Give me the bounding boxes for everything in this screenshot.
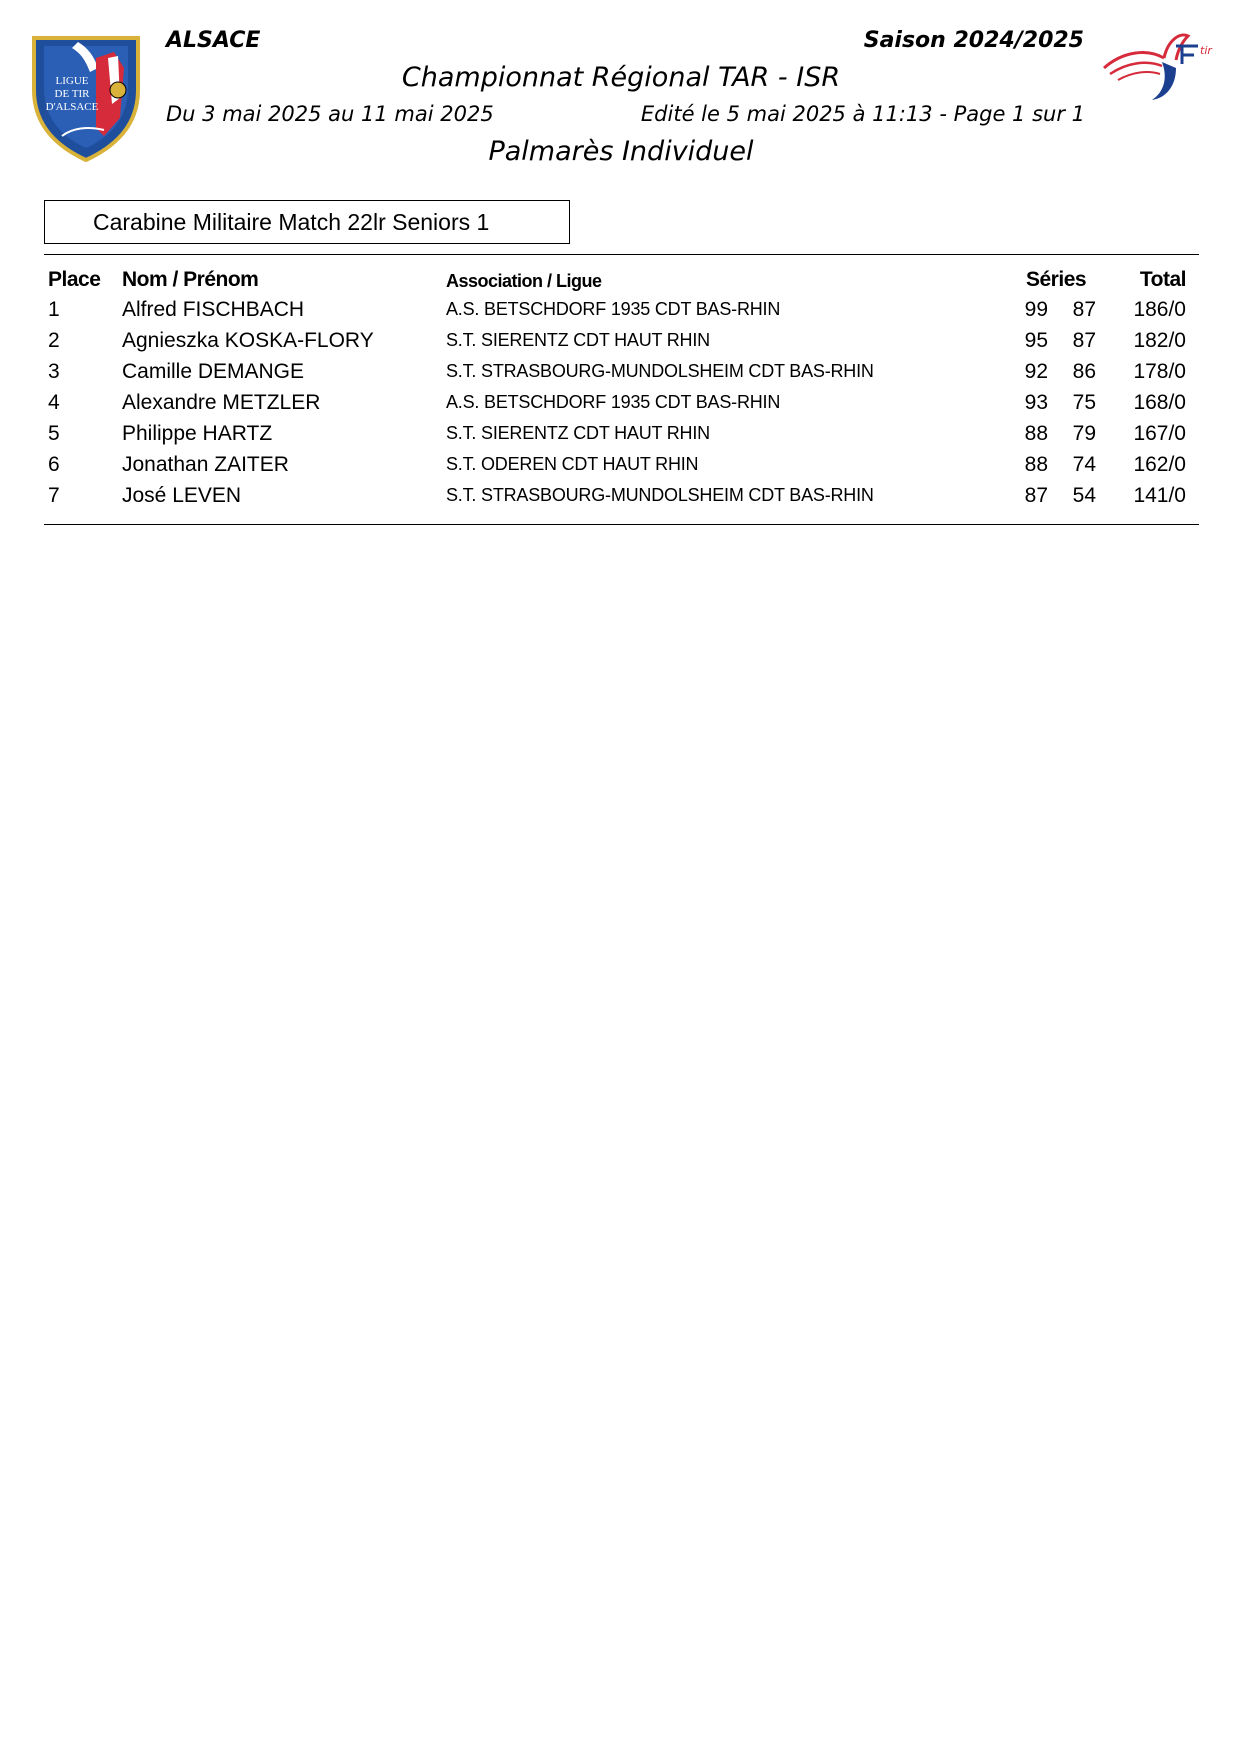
date-range: Du 3 mai 2025 au 11 mai 2025: [166, 102, 494, 126]
logo-line-1: LIGUE: [55, 75, 89, 87]
edition-info: Edité le 5 mai 2025 à 11:13 - Page 1 sur 1: [640, 102, 1085, 126]
row-association: A.S. BETSCHDORF 1935 CDT BAS-RHIN: [446, 392, 781, 412]
row-total: 178/0: [1133, 360, 1186, 383]
row-name: Camille DEMANGE: [122, 360, 305, 383]
table-row: [0, 391, 1242, 422]
table-bottom-rule: [44, 524, 1199, 525]
row-association: S.T. STRASBOURG-MUNDOLSHEIM CDT BAS-RHIN: [446, 485, 874, 505]
row-place: 4: [48, 391, 60, 414]
row-name: José LEVEN: [122, 484, 242, 507]
row-total: 162/0: [1133, 453, 1186, 476]
row-association: S.T. SIERENTZ CDT HAUT RHIN: [446, 330, 710, 350]
logo-line-2: DE TIR: [54, 88, 90, 100]
row-total: 182/0: [1133, 329, 1186, 352]
row-name: Alexandre METZLER: [122, 391, 321, 414]
row-series-1: 92: [1024, 360, 1048, 383]
row-series-2: 87: [1072, 329, 1096, 352]
logo-line-3: D'ALSACE: [45, 101, 99, 113]
row-series-1: 87: [1024, 484, 1048, 507]
category-box: Carabine Militaire Match 22lr Seniors 1: [44, 200, 570, 244]
row-place: 6: [48, 453, 60, 476]
col-association: Association / Ligue: [446, 271, 602, 291]
row-place: 2: [48, 329, 60, 352]
row-series-1: 88: [1024, 422, 1048, 445]
fftir-text: tir: [1200, 44, 1212, 57]
table-row: [0, 298, 1242, 329]
col-place: Place: [48, 268, 101, 291]
row-name: Philippe HARTZ: [122, 422, 273, 445]
row-name: Agnieszka KOSKA-FLORY: [122, 329, 374, 352]
row-association: S.T. STRASBOURG-MUNDOLSHEIM CDT BAS-RHIN: [446, 361, 874, 381]
row-total: 168/0: [1133, 391, 1186, 414]
row-place: 5: [48, 422, 60, 445]
col-series: Séries: [1026, 268, 1087, 291]
row-association: S.T. ODEREN CDT HAUT RHIN: [446, 454, 699, 474]
row-series-2: 74: [1072, 453, 1096, 476]
row-total: 141/0: [1133, 484, 1186, 507]
row-series-2: 75: [1072, 391, 1096, 414]
table-row: [0, 453, 1242, 484]
page-subtitle: Palmarès Individuel: [488, 136, 754, 167]
table-top-rule: [44, 254, 1199, 255]
page-title: Championnat Régional TAR - ISR: [401, 62, 841, 93]
row-total: 167/0: [1133, 422, 1186, 445]
table-row: [0, 329, 1242, 360]
row-series-2: 54: [1072, 484, 1096, 507]
row-place: 3: [48, 360, 60, 383]
row-series-1: 93: [1024, 391, 1048, 414]
row-series-2: 87: [1072, 298, 1096, 321]
col-name: Nom / Prénom: [122, 268, 259, 291]
row-place: 7: [48, 484, 60, 507]
row-place: 1: [48, 298, 60, 321]
region-label: ALSACE: [166, 28, 261, 53]
row-name: Jonathan ZAITER: [122, 453, 289, 476]
row-association: A.S. BETSCHDORF 1935 CDT BAS-RHIN: [446, 299, 781, 319]
table-row: [0, 360, 1242, 391]
row-series-1: 95: [1024, 329, 1048, 352]
season-label: Saison 2024/2025: [863, 28, 1084, 53]
col-total: Total: [1139, 268, 1186, 291]
row-series-1: 99: [1024, 298, 1048, 321]
row-total: 186/0: [1133, 298, 1186, 321]
row-series-2: 79: [1072, 422, 1096, 445]
row-name: Alfred FISCHBACH: [122, 298, 305, 321]
row-series-2: 86: [1072, 360, 1096, 383]
row-association: S.T. SIERENTZ CDT HAUT RHIN: [446, 423, 710, 443]
row-series-1: 88: [1024, 453, 1048, 476]
table-row: [0, 484, 1242, 515]
table-row: [0, 422, 1242, 453]
